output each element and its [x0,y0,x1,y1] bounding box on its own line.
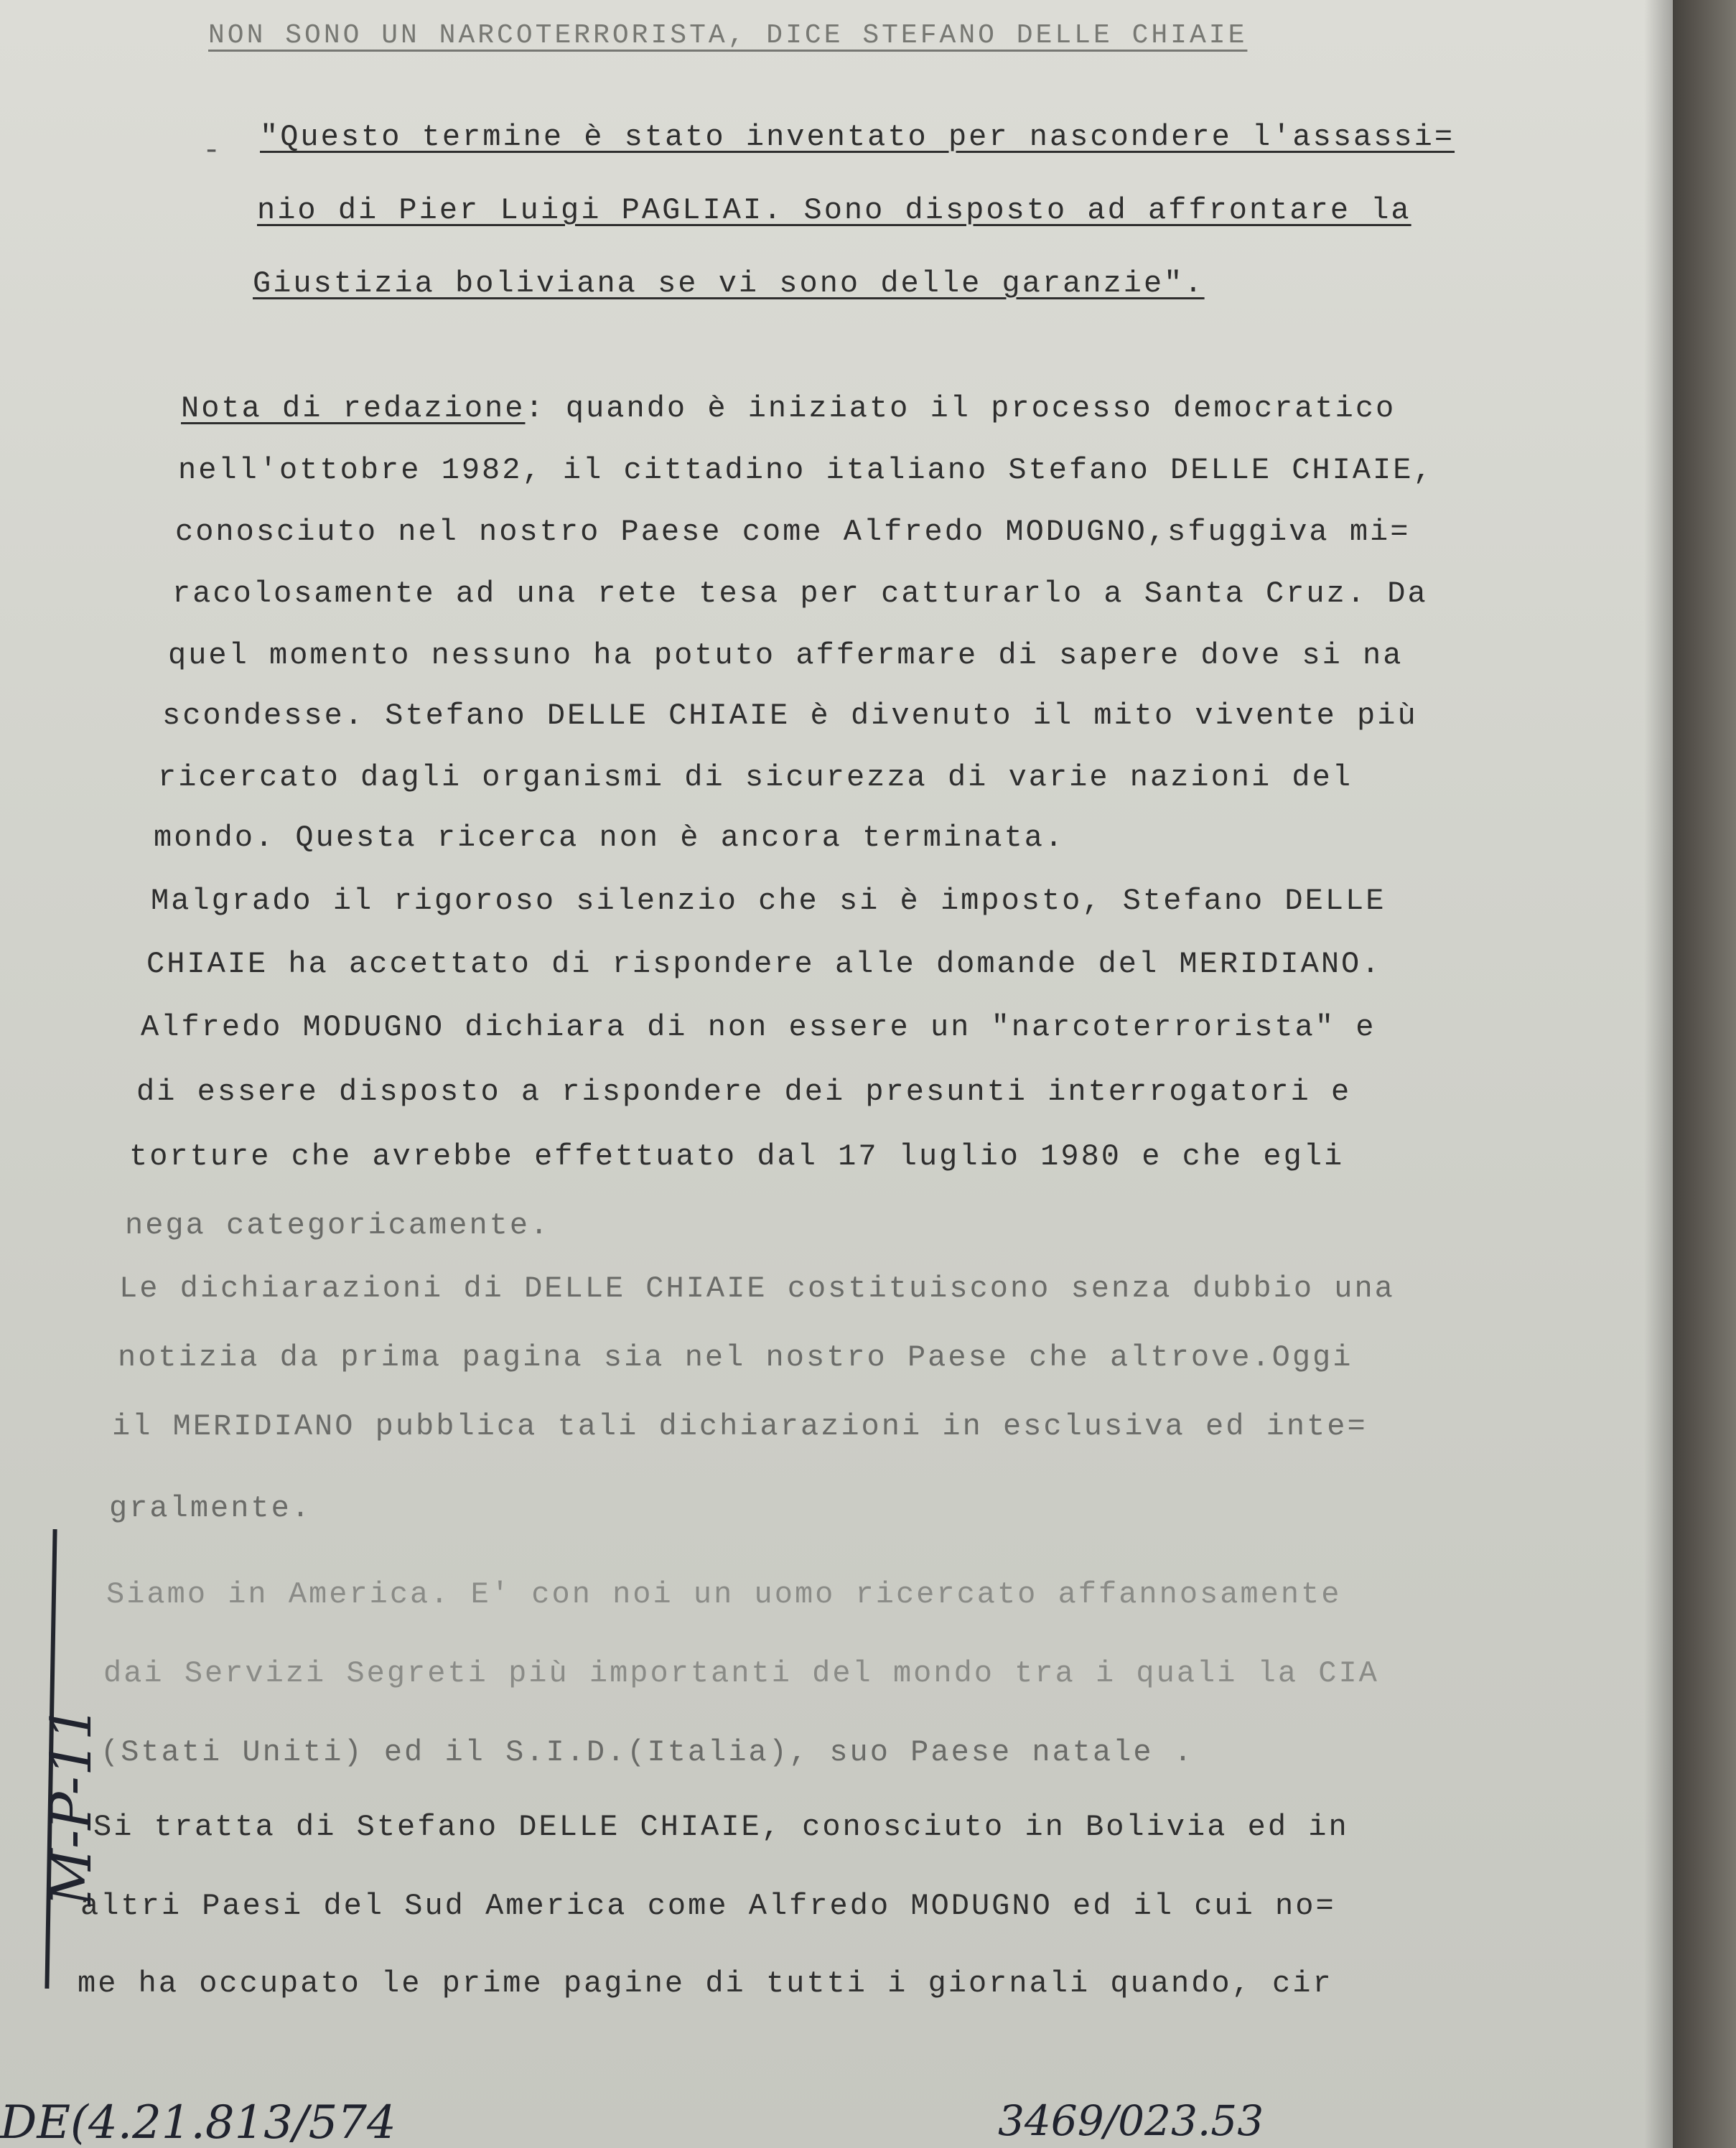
quote-line: Giustizia boliviana se vi sono delle garanzie". [253,266,1205,301]
section-line: Siamo in America. E' con noi un uomo ricercato affannosamente [106,1577,1342,1612]
body-line: CHIAIE ha accettato di rispondere alle domande del MERIDIANO. [146,947,1382,981]
body-line: nell'ottobre 1982, il cittadino italiano Stefano DELLE CHIAIE, [178,453,1434,487]
margin-handwritten-note: M-P-11 [39,1704,104,1907]
body-line: scondesse. Stefano DELLE CHIAIE è divenuto il mito vivente più [162,699,1418,733]
body-line: conosciuto nel nostro Paese come Alfredo MODUGNO,sfuggiva mi= [175,515,1411,549]
scanner-edge [1664,0,1736,2148]
quote-line: nio di Pier Luigi PAGLIAI. Sono disposto ad affrontare la [257,193,1411,228]
body-line: nega categoricamente. [125,1208,551,1243]
section-line: (Stati Uniti) ed il S.I.D.(Italia), suo Paese natale . [101,1735,1195,1770]
note-label: Nota di redazione [181,391,526,426]
body-line: mondo. Questa ricerca non è ancora terminata. [154,821,1065,855]
section-line: Si tratta di Stefano DELLE CHIAIE, conosciuto in Bolivia ed in [93,1810,1349,1844]
body-line: racolosamente ad una rete tesa per catturarlo a Santa Cruz. Da [172,576,1428,611]
handwritten-reference-right: 3469/023.53 [998,2096,1264,2145]
section-line: altri Paesi del Sud America come Alfredo MODUGNO ed il cui no= [80,1889,1336,1923]
handwritten-reference-left: DE(4.21.813/574 [0,2096,396,2148]
body-line: torture che avrebbe effettuato dal 17 luglio 1980 e che egli [129,1139,1345,1174]
section-line: me ha occupato le prime pagine di tutti i giornali quando, cir [78,1966,1333,2001]
body-line: gralmente. [109,1491,312,1526]
body-line: il MERIDIANO pubblica tali dichiarazioni in esclusiva ed inte= [112,1409,1368,1444]
body-line: Le dichiarazioni di DELLE CHIAIE costituiscono senza dubbio una [119,1271,1395,1306]
document-heading: NON SONO UN NARCOTERRORISTA, DICE STEFANO DELLE CHIAIE [208,20,1248,51]
body-line: ricercato dagli organismi di sicurezza di varie nazioni del [158,760,1353,795]
body-line: quel momento nessuno ha potuto affermare di sapere dove si na [168,638,1404,673]
body-line: di essere disposto a rispondere dei presunti interrogatori e [136,1075,1352,1109]
body-line: notizia da prima pagina sia nel nostro Paese che altrove.Oggi [118,1340,1353,1375]
body-line: Alfredo MODUGNO dichiara di non essere un "narcoterrorista" e [141,1010,1376,1045]
section-line: dai Servizi Segreti più importanti del mondo tra i quali la CIA [103,1656,1379,1691]
note-first-line [181,393,1396,424]
body-line: Malgrado il rigoroso silenzio che si è imposto, Stefano DELLE [151,884,1386,918]
note-first-line-text: : quando è iniziato il processo democratico [525,391,1396,426]
quote-line: "Questo termine è stato inventato per nascondere l'assassi= [260,120,1455,154]
quote-dash: - [202,134,221,168]
